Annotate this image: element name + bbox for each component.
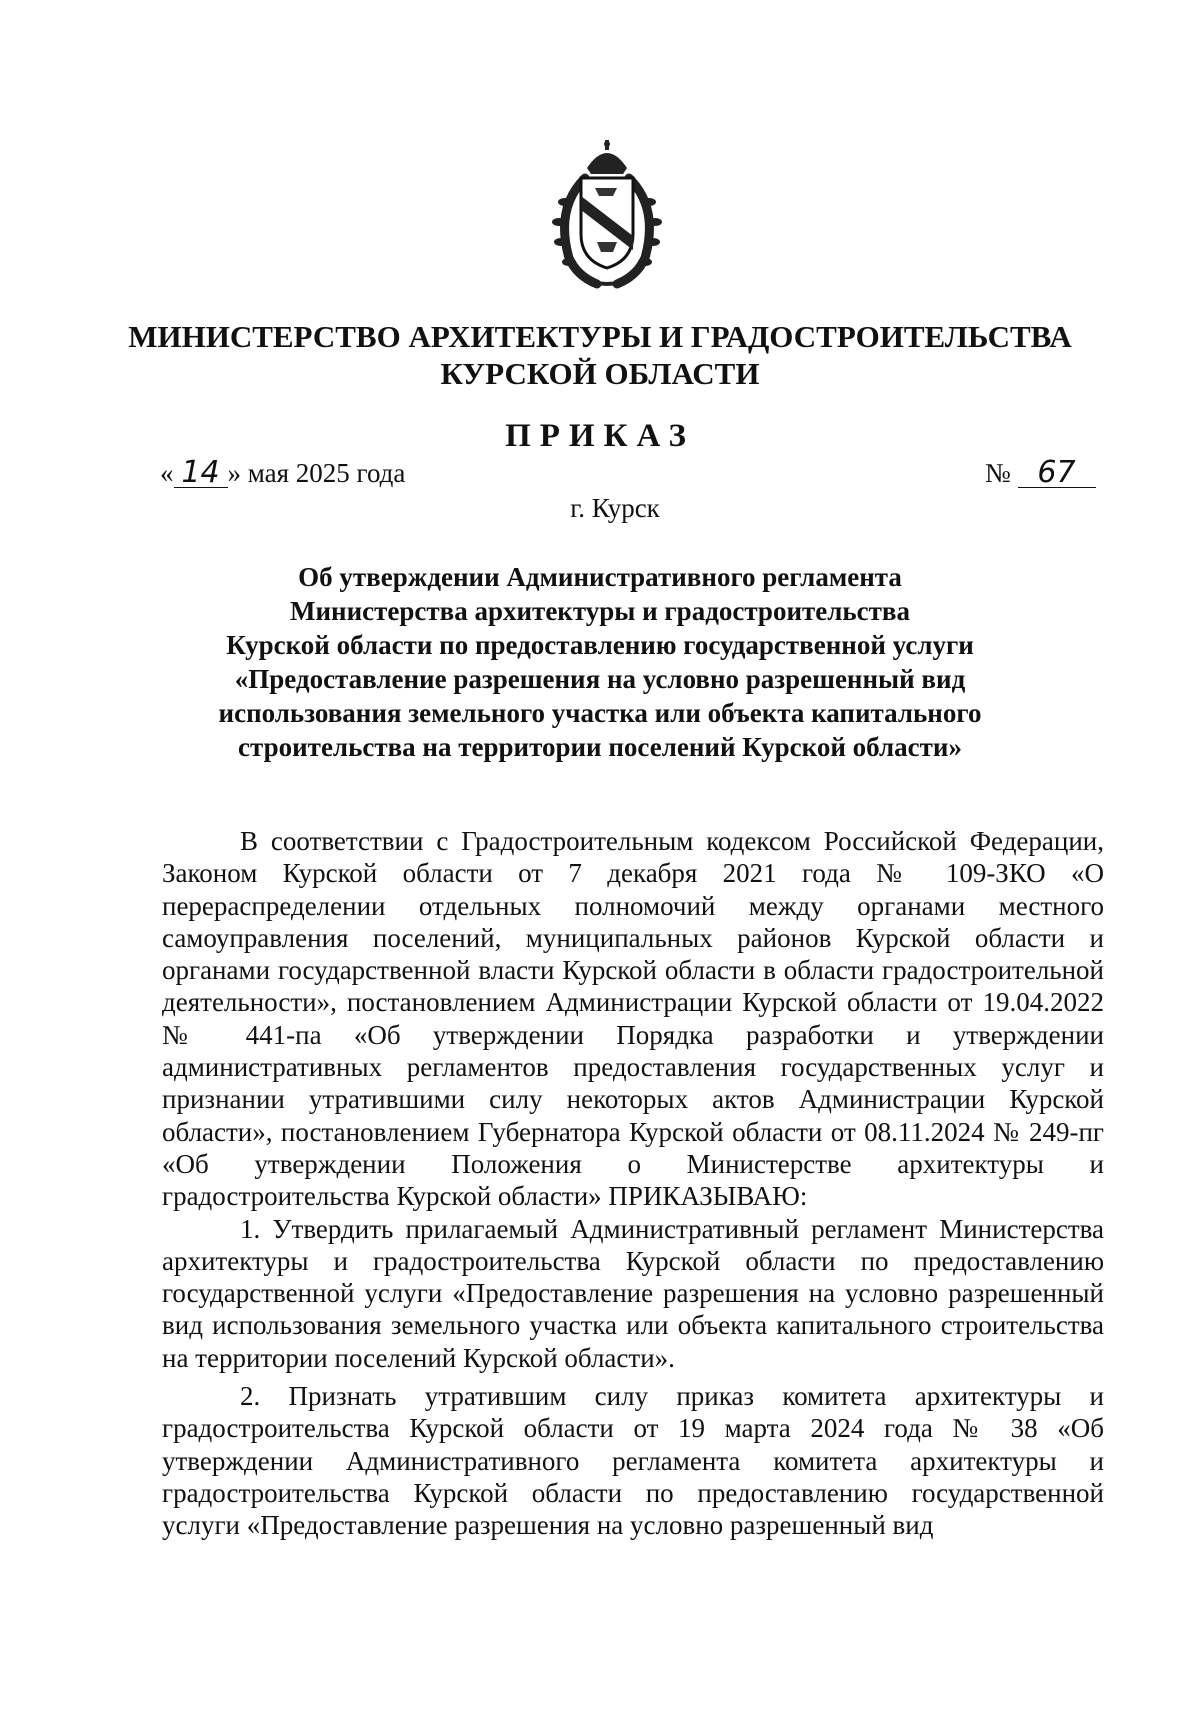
document-type-title: ПРИКАЗ: [505, 418, 695, 454]
city-name: г. Курск: [570, 493, 660, 523]
subject-line-4: «Предоставление разрешения на условно разрешенный вид: [234, 664, 966, 694]
subject-line-2: Министерства архитектуры и градостроительства: [290, 596, 910, 626]
date-day-handwritten: 14: [174, 459, 228, 488]
ministry-line-1: МИНИСТЕРСТВО АРХИТЕКТУРЫ И ГРАДОСТРОИТЕЛЬСТВА: [128, 319, 1072, 354]
item-1-paragraph: 1. Утвердить прилагаемый Административный регламент Министерства архитектуры и градостроительства Курской области по предоставлению государственной услуги «Предоставление разрешения на условно разрешенный вид использования земельного участка или объекта капитального строительства на территории поселений Курской области».: [162, 1213, 1104, 1373]
order-subject: [180, 560, 1020, 764]
subject-line-3: Курской области по предоставлению государственной услуги: [226, 630, 974, 660]
subject-line-1: Об утверждении Административного регламента: [298, 562, 902, 592]
ministry-line-2: КУРСКОЙ ОБЛАСТИ: [440, 356, 760, 391]
number-value-handwritten: 67: [1018, 459, 1096, 488]
order-number: [985, 455, 1096, 490]
subject-line-5: использования земельного участка или объекта капитального: [218, 698, 982, 728]
date-open-quote: «: [160, 458, 174, 488]
item-2-paragraph: 2. Признать утратившим силу приказ комитета архитектуры и градостроительства Курской области от 19 марта 2024 года № 38 «Об утверждении Административного регламента комитета архитектуры и градостроительства Курской области по предоставлению государственной услуги «Предоставление разрешения на условно разрешенный вид: [162, 1381, 1104, 1541]
coat-of-arms-emblem: [547, 138, 667, 290]
number-label: №: [985, 458, 1011, 488]
order-body: [162, 825, 1104, 1542]
order-date: [160, 455, 406, 490]
ministry-name: [0, 318, 1200, 392]
preamble-paragraph: В соответствии с Градостроительным кодексом Российской Федерации, Законом Курской области от 7 декабря 2021 года № 109-ЗКО «О перераспределении отдельных полномочий между органами местного самоуправления поселений, муниципальных районов Курской области и органами государственной власти Курской области в области градостроительной деятельности», постановлением Администрации Курской области от 19.04.2022 № 441-па «Об утверждении Порядка разработки и утверждении административных регламентов предоставления государственных услуг и признании утратившими силу некоторых актов Администрации Курской области», постановлением Губернатора Курской области от 08.11.2024 № 249-пг «Об утверждении Положения о Министерстве архитектуры и градостроительства Курской области» ПРИКАЗЫВАЮ:: [162, 826, 1104, 1212]
date-month-year: » мая 2025 года: [227, 458, 406, 488]
subject-line-6: строительства на территории поселений Курской области»: [238, 732, 962, 762]
